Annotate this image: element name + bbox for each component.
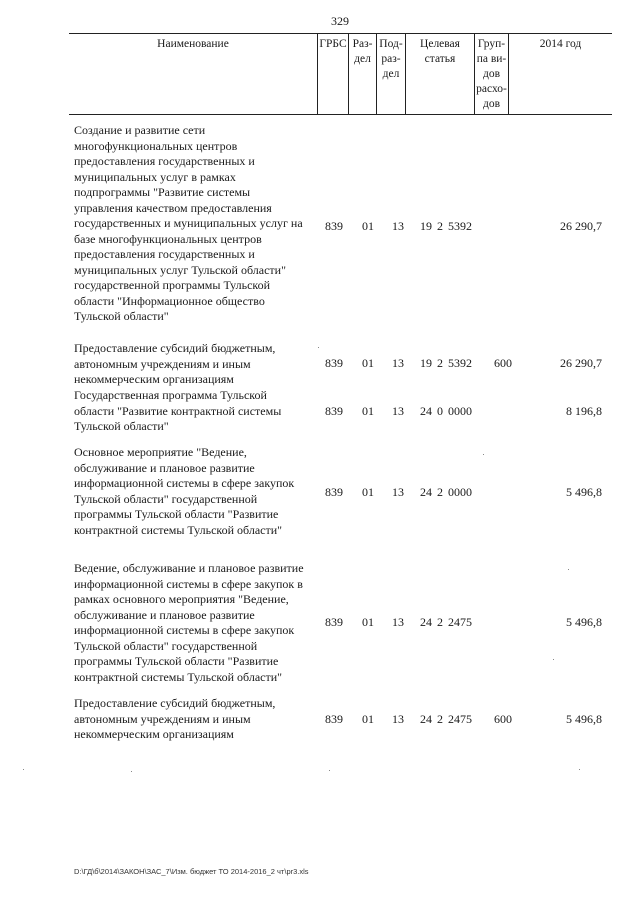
row-amount: 26 290,7 bbox=[560, 356, 602, 370]
header-year bbox=[509, 34, 612, 114]
header-target-label: Целевая статья bbox=[420, 38, 460, 65]
row-grbs: 839 bbox=[325, 219, 343, 233]
row-target: 24 2 0000 bbox=[420, 485, 472, 499]
row-amount: 5 496,8 bbox=[566, 615, 602, 629]
row-amount: 5 496,8 bbox=[566, 485, 602, 499]
table-header bbox=[69, 33, 612, 115]
row-podrazdel: 13 bbox=[392, 615, 404, 629]
row-podrazdel: 13 bbox=[392, 712, 404, 726]
scan-speck bbox=[23, 769, 24, 770]
row-razdel: 01 bbox=[362, 404, 374, 418]
row-group: 600 bbox=[494, 712, 512, 726]
row-amount: 8 196,8 bbox=[566, 404, 602, 418]
header-group-label: Груп- па ви- дов расхо- дов bbox=[476, 38, 507, 110]
header-name-label: Наименование bbox=[157, 38, 229, 50]
row-target: 24 2 2475 bbox=[420, 615, 472, 629]
header-razdel bbox=[349, 34, 377, 114]
page-number: 329 bbox=[331, 14, 349, 28]
row-podrazdel: 13 bbox=[392, 485, 404, 499]
row-target: 24 2 2475 bbox=[420, 712, 472, 726]
scan-speck bbox=[318, 347, 319, 348]
row-target: 19 2 5392 bbox=[420, 219, 472, 233]
row-group: 600 bbox=[494, 356, 512, 370]
scan-speck bbox=[329, 770, 330, 771]
footer-file-path: D:\ГД\б\2014\ЗАКОН\ЗАС_7\Изм. бюджет ТО 2014-2016_2 чт\pr3.xls bbox=[74, 867, 309, 876]
row-name: Предоставление субсидий бюджетным, автономным учреждениям и иным некоммерческим организациям bbox=[74, 696, 276, 741]
row-grbs: 839 bbox=[325, 615, 343, 629]
row-target: 19 2 5392 bbox=[420, 356, 472, 370]
row-grbs: 839 bbox=[325, 356, 343, 370]
row-podrazdel: 13 bbox=[392, 356, 404, 370]
scan-speck bbox=[553, 659, 554, 660]
row-razdel: 01 bbox=[362, 615, 374, 629]
header-group bbox=[475, 34, 509, 114]
row-name: Государственная программа Тульской области "Развитие контрактной системы Тульской области" bbox=[74, 388, 282, 433]
header-grbs-label: ГРБС bbox=[319, 38, 347, 50]
header-razdel-label: Раз- дел bbox=[352, 38, 373, 65]
header-podrazdel-label: Под- раз- дел bbox=[379, 38, 403, 80]
row-name: Предоставление субсидий бюджетным, автономным учреждениям и иным некоммерческим организациям bbox=[74, 341, 276, 386]
row-amount: 5 496,8 bbox=[566, 712, 602, 726]
header-podrazdel bbox=[377, 34, 406, 114]
row-razdel: 01 bbox=[362, 712, 374, 726]
row-podrazdel: 13 bbox=[392, 404, 404, 418]
scan-speck bbox=[483, 454, 484, 455]
header-target bbox=[406, 34, 475, 114]
header-grbs bbox=[318, 34, 349, 114]
row-razdel: 01 bbox=[362, 485, 374, 499]
row-razdel: 01 bbox=[362, 219, 374, 233]
row-name: Основное мероприятие "Ведение, обслуживание и плановое развитие информационной системы в сфере закупок Тульской области" государственной программы Тульской области "Развитие контрактной системы Тульской области" bbox=[74, 445, 295, 537]
row-grbs: 839 bbox=[325, 485, 343, 499]
row-target: 24 0 0000 bbox=[420, 404, 472, 418]
row-grbs: 839 bbox=[325, 404, 343, 418]
row-razdel: 01 bbox=[362, 356, 374, 370]
row-podrazdel: 13 bbox=[392, 219, 404, 233]
row-grbs: 839 bbox=[325, 712, 343, 726]
scan-speck bbox=[579, 769, 580, 770]
row-amount: 26 290,7 bbox=[560, 219, 602, 233]
header-year-label: 2014 год bbox=[539, 38, 582, 50]
scan-speck bbox=[568, 569, 569, 570]
row-name: Ведение, обслуживание и плановое развитие информационной системы в сфере закупок в рамках основного мероприятия "Ведение, обслуживание и плановое развитие информационной системы в сфере закупок Тульской области" государственной программы Тульской области "Развитие контрактной системы Тульской области" bbox=[74, 561, 304, 684]
row-name: Создание и развитие сети многофункциональных центров предоставления государственных и муниципальных услуг в рамках подпрограммы "Развитие системы управления качеством предоставления государственных и муниципальных услуг на базе многофункциональных центров предоставления государственных и муниципальных услуг Тульской области" государственной программы Тульской области "Информационное общество Тульской области" bbox=[74, 123, 303, 323]
scan-speck bbox=[131, 771, 132, 772]
header-name bbox=[69, 34, 318, 114]
